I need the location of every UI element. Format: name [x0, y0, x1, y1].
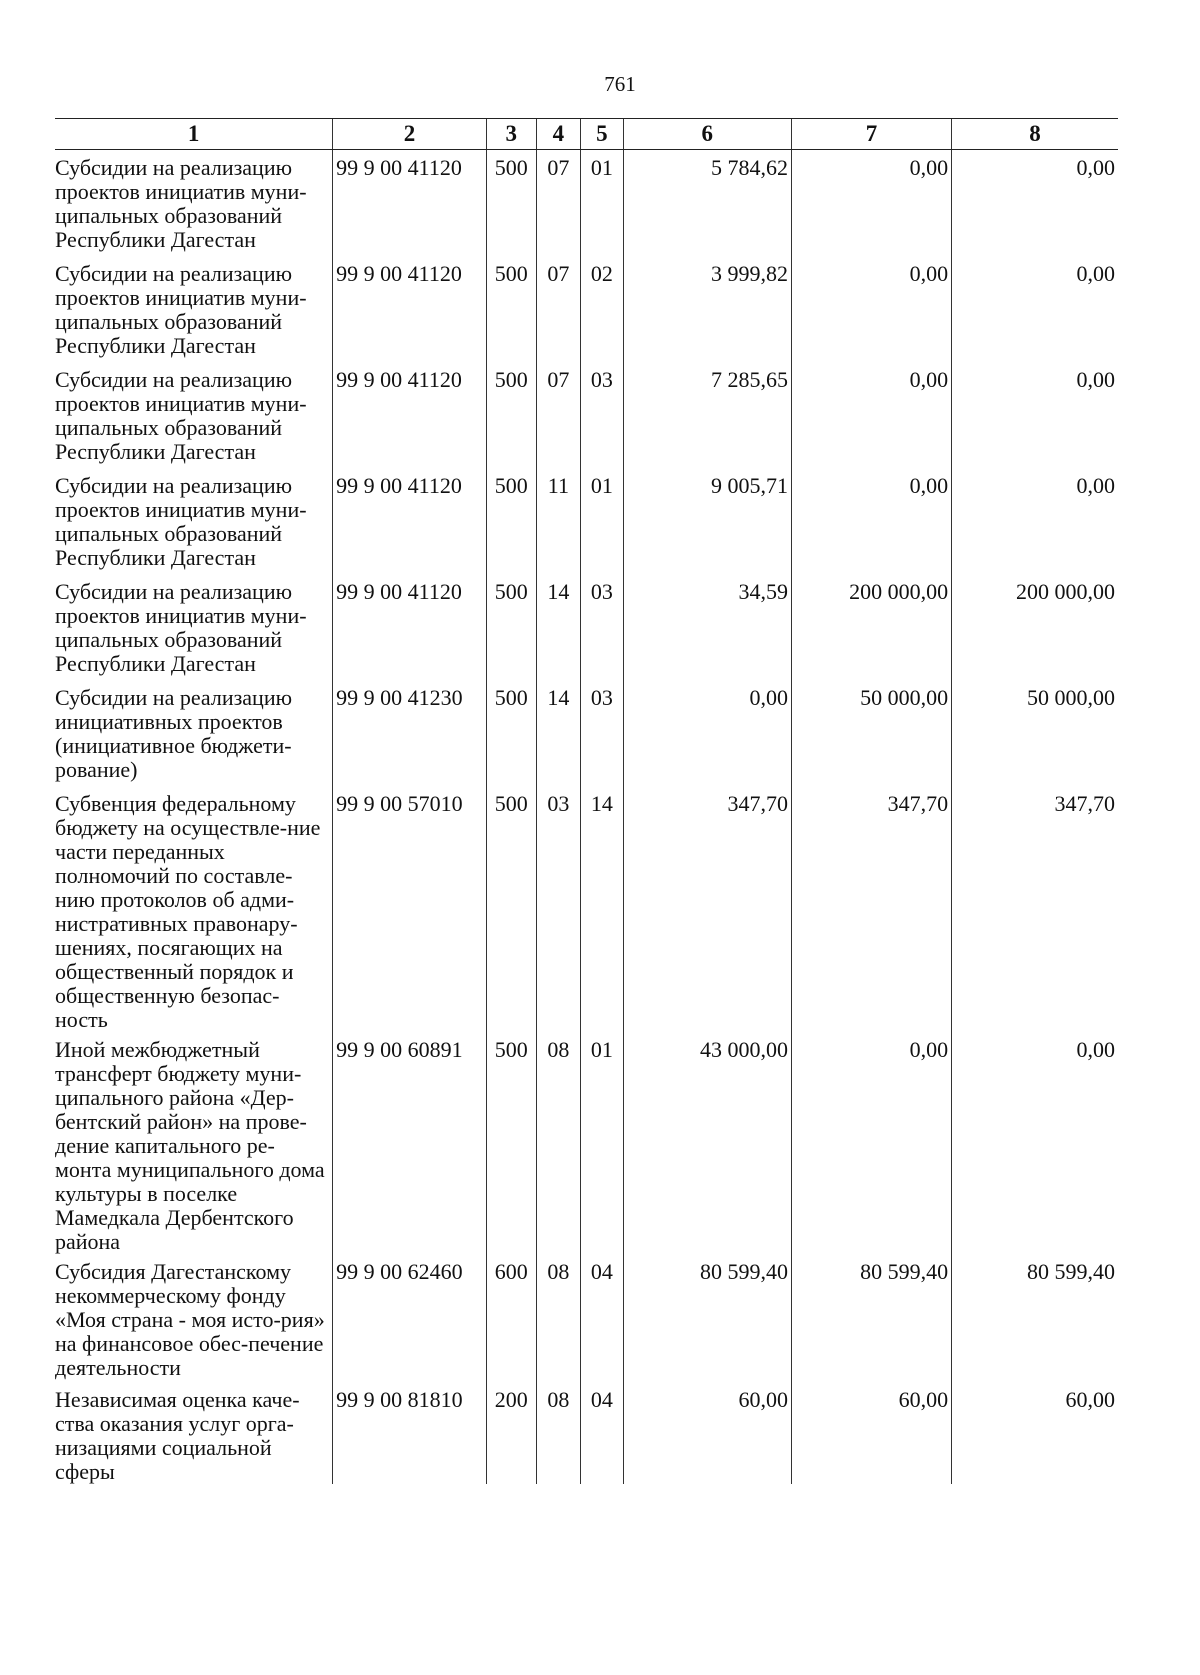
row-code-cell: 99 9 00 62460	[333, 1254, 487, 1382]
table-row	[55, 362, 1118, 468]
row-col3-cell: 500	[486, 256, 536, 362]
row-col5-cell: 01	[581, 150, 623, 256]
row-value8-cell: 0,00	[952, 150, 1118, 256]
row-value6-cell: 9 005,71	[623, 468, 792, 574]
row-value8-cell: 0,00	[952, 256, 1118, 362]
row-value8-cell: 50 000,00	[952, 680, 1118, 786]
row-col5-cell: 03	[581, 362, 623, 468]
row-value7-cell: 0,00	[792, 1032, 952, 1254]
row-code-cell: 99 9 00 57010	[333, 786, 487, 1032]
row-col5-cell: 01	[581, 468, 623, 574]
row-value7-cell: 60,00	[792, 1382, 952, 1484]
page-number: 761	[604, 72, 636, 96]
row-value7-cell: 200 000,00	[792, 574, 952, 680]
row-name-cell: Субсидия Дагестанскому некоммерческому фонду «Моя страна - моя исто-рия» на финансовое обес-печение деятельности	[55, 1258, 325, 1380]
row-code-cell: 99 9 00 41120	[333, 468, 487, 574]
row-col3-cell: 200	[486, 1382, 536, 1484]
column-header: 1	[55, 119, 333, 150]
table-header-row	[55, 119, 1118, 150]
row-col3-cell: 500	[486, 1032, 536, 1254]
row-code-cell: 99 9 00 41120	[333, 256, 487, 362]
row-col3-cell: 500	[486, 150, 536, 256]
row-col4-cell: 11	[536, 468, 581, 574]
row-name-cell: Субвенция федеральному бюджету на осуществле-ние части переданных полномочий по составле-нию протоколов об адми-нистративных правонару-шениях, посягающих на общественный порядок и общественную безопас-ность	[55, 790, 321, 1032]
row-col4-cell: 14	[536, 574, 581, 680]
row-col5-cell: 03	[581, 574, 623, 680]
row-col4-cell: 03	[536, 786, 581, 1032]
table-row	[55, 468, 1118, 574]
row-col5-cell: 01	[581, 1032, 623, 1254]
row-col4-cell: 07	[536, 256, 581, 362]
row-value6-cell: 60,00	[623, 1382, 792, 1484]
row-col4-cell: 07	[536, 150, 581, 256]
table-row	[55, 150, 1118, 256]
budget-table	[55, 118, 1118, 1484]
row-col4-cell: 08	[536, 1382, 581, 1484]
row-value8-cell: 80 599,40	[952, 1254, 1118, 1382]
row-name-cell: Субсидии на реализацию проектов инициатив муни-ципальных образований Республики Дагестан	[55, 366, 307, 464]
row-col3-cell: 500	[486, 574, 536, 680]
row-col3-cell: 500	[486, 786, 536, 1032]
row-col5-cell: 02	[581, 256, 623, 362]
row-value6-cell: 3 999,82	[623, 256, 792, 362]
row-col5-cell: 03	[581, 680, 623, 786]
row-value7-cell: 0,00	[792, 150, 952, 256]
table-row	[55, 1032, 1118, 1254]
row-col4-cell: 08	[536, 1032, 581, 1254]
row-name-cell: Субсидии на реализацию проектов инициатив муни-ципальных образований Республики Дагестан	[55, 260, 307, 358]
row-code-cell: 99 9 00 41120	[333, 574, 487, 680]
row-value6-cell: 80 599,40	[623, 1254, 792, 1382]
table-row	[55, 680, 1118, 786]
row-code-cell: 99 9 00 41230	[333, 680, 487, 786]
row-col4-cell: 14	[536, 680, 581, 786]
column-header: 2	[333, 119, 487, 150]
row-name-cell: Субсидии на реализацию инициативных проектов (инициативное бюджети-рование)	[55, 684, 293, 782]
row-code-cell: 99 9 00 41120	[333, 362, 487, 468]
row-value6-cell: 347,70	[623, 786, 792, 1032]
column-header: 6	[623, 119, 792, 150]
row-col3-cell: 500	[486, 362, 536, 468]
table-body	[55, 150, 1118, 1484]
row-col5-cell: 04	[581, 1254, 623, 1382]
row-value6-cell: 34,59	[623, 574, 792, 680]
row-value6-cell: 7 285,65	[623, 362, 792, 468]
column-header: 8	[952, 119, 1118, 150]
row-value8-cell: 0,00	[952, 1032, 1118, 1254]
row-code-cell: 99 9 00 60891	[333, 1032, 487, 1254]
table-row	[55, 786, 1118, 1032]
table-row	[55, 256, 1118, 362]
row-value8-cell: 200 000,00	[952, 574, 1118, 680]
row-value6-cell: 0,00	[623, 680, 792, 786]
row-value6-cell: 5 784,62	[623, 150, 792, 256]
column-header: 4	[536, 119, 581, 150]
row-col4-cell: 07	[536, 362, 581, 468]
row-col3-cell: 500	[486, 468, 536, 574]
row-col5-cell: 04	[581, 1382, 623, 1484]
row-value7-cell: 0,00	[792, 468, 952, 574]
row-value8-cell: 60,00	[952, 1382, 1118, 1484]
row-value8-cell: 0,00	[952, 468, 1118, 574]
table-row	[55, 574, 1118, 680]
row-value6-cell: 43 000,00	[623, 1032, 792, 1254]
row-name-cell: Субсидии на реализацию проектов инициатив муни-ципальных образований Республики Дагестан	[55, 155, 307, 252]
row-value7-cell: 347,70	[792, 786, 952, 1032]
row-name-cell: Иной межбюджетный трансферт бюджету муни-ципального района «Дер-бентский район» на прове-дение капитального ре-монта муниципального дома культуры в поселке Мамедкала Дербентского района	[55, 1036, 325, 1254]
row-value8-cell: 0,00	[952, 362, 1118, 468]
table-row	[55, 1254, 1118, 1382]
row-value7-cell: 80 599,40	[792, 1254, 952, 1382]
row-col3-cell: 600	[486, 1254, 536, 1382]
row-name-cell: Независимая оценка каче-ства оказания услуг орга-низациями социальной сферы	[55, 1386, 300, 1484]
row-value7-cell: 0,00	[792, 256, 952, 362]
column-header: 5	[581, 119, 623, 150]
column-header: 3	[486, 119, 536, 150]
row-col3-cell: 500	[486, 680, 536, 786]
row-value7-cell: 50 000,00	[792, 680, 952, 786]
row-col4-cell: 08	[536, 1254, 581, 1382]
column-header: 7	[792, 119, 952, 150]
row-code-cell: 99 9 00 41120	[333, 150, 487, 256]
row-name-cell: Субсидии на реализацию проектов инициатив муни-ципальных образований Республики Дагестан	[55, 578, 307, 676]
row-code-cell: 99 9 00 81810	[333, 1382, 487, 1484]
row-value8-cell: 347,70	[952, 786, 1118, 1032]
row-name-cell: Субсидии на реализацию проектов инициатив муни-ципальных образований Республики Дагестан	[55, 472, 307, 570]
row-value7-cell: 0,00	[792, 362, 952, 468]
row-col5-cell: 14	[581, 786, 623, 1032]
table-row	[55, 1382, 1118, 1484]
